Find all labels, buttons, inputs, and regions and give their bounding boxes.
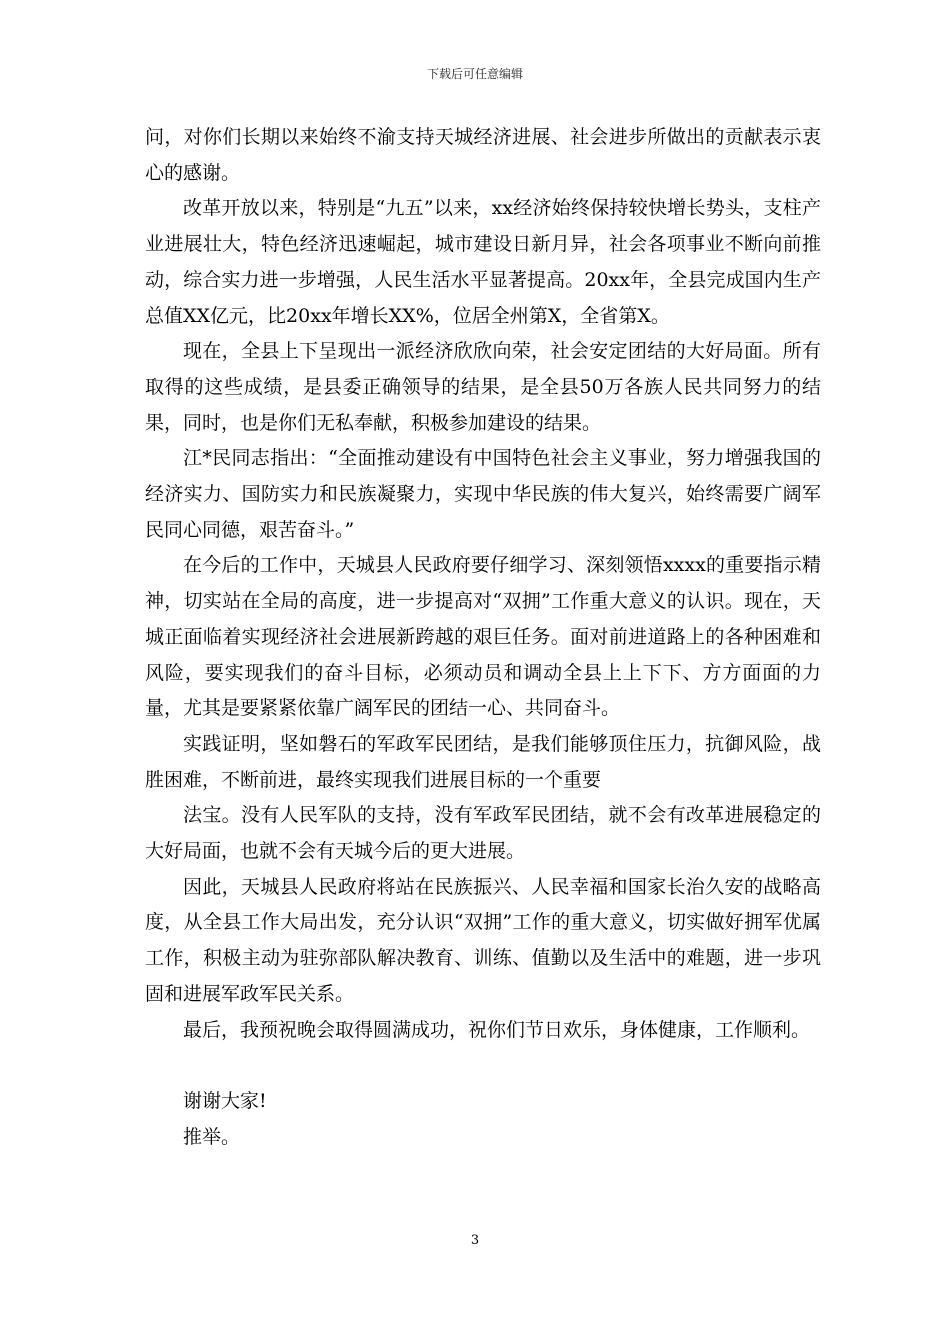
page-number: 3: [470, 1233, 480, 1248]
page-header: 下载后可任意编辑: [426, 67, 523, 81]
closing-thanks: 谢谢大家!: [183, 1090, 267, 1113]
document-body: [145, 120, 821, 1156]
closing-recommend: 推举。: [183, 1125, 241, 1148]
paragraph: 法宝。没有人民军队的支持，没有军政军民团结，就不会有改革进展稳定的大好局面，也就不会有天城今后的更大进展。: [145, 804, 821, 863]
paragraph: 问，对你们长期以来始终不渝支持天城经济进展、社会进步所做出的贡献表示衷心的感谢。: [145, 126, 821, 184]
paragraph: 改革开放以来，特别是“九五”以来，xx经济始终保持较快增长势头，支柱产业进展壮大，特色经济迅速崛起，城市建设日新月异，社会各项事业不断向前推动，综合实力进一步增强，人民生活水平显著提高。20xx年，全县完成国内生产总值XX亿元，比20xx年增长XX%，位居全州第X，全省第X。: [145, 197, 821, 327]
paragraph: 最后，我预祝晚会取得圆满成功，祝你们节日欢乐，身体健康，工作顺利。: [183, 1018, 811, 1041]
blank-line: [145, 1048, 821, 1084]
paragraph: 在今后的工作中，天城县人民政府要仔细学习、深刻领悟xxxx的重要指示精神，切实站在全局的高度，进一步提高对“双拥”工作重大意义的认识。现在，天城正面临着实现经济社会进展新跨越的艰巨任务。面对前进道路上的各种困难和风险，要实现我们的奋斗目标，必须动员和调动全县上上下下、方方面面的力量，尤其是要紧紧依靠广阔军民的团结一心、共同奋斗。: [145, 554, 821, 720]
paragraph: 实践证明，坚如磐石的军政军民团结，是我们能够顶住压力，抗御风险，战胜困难，不断前进，最终实现我们进展目标的一个重要: [145, 732, 821, 791]
paragraph: 江*民同志指出：“全面推动建设有中国特色社会主义事业，努力增强我国的经济实力、国防实力和民族凝聚力，实现中华民族的伟大复兴，始终需要广阔军民同心同德，艰苦奋斗。”: [145, 447, 821, 541]
paragraph: 现在，全县上下呈现出一派经济欣欣向荣，社会安定团结的大好局面。所有取得的这些成绩，是县委正确领导的结果，是全县50万各族人民共同努力的结果，同时，也是你们无私奉献，积极参加建设的结果。: [145, 340, 821, 434]
paragraph: 因此，天城县人民政府将站在民族振兴、人民幸福和国家长治久安的战略高度，从全县工作大局出发，充分认识“双拥”工作的重大意义，切实做好拥军优属工作，积极主动为驻弥部队解决教育、训练、值勤以及生活中的难题，进一步巩固和进展军政军民关系。: [145, 875, 821, 1005]
